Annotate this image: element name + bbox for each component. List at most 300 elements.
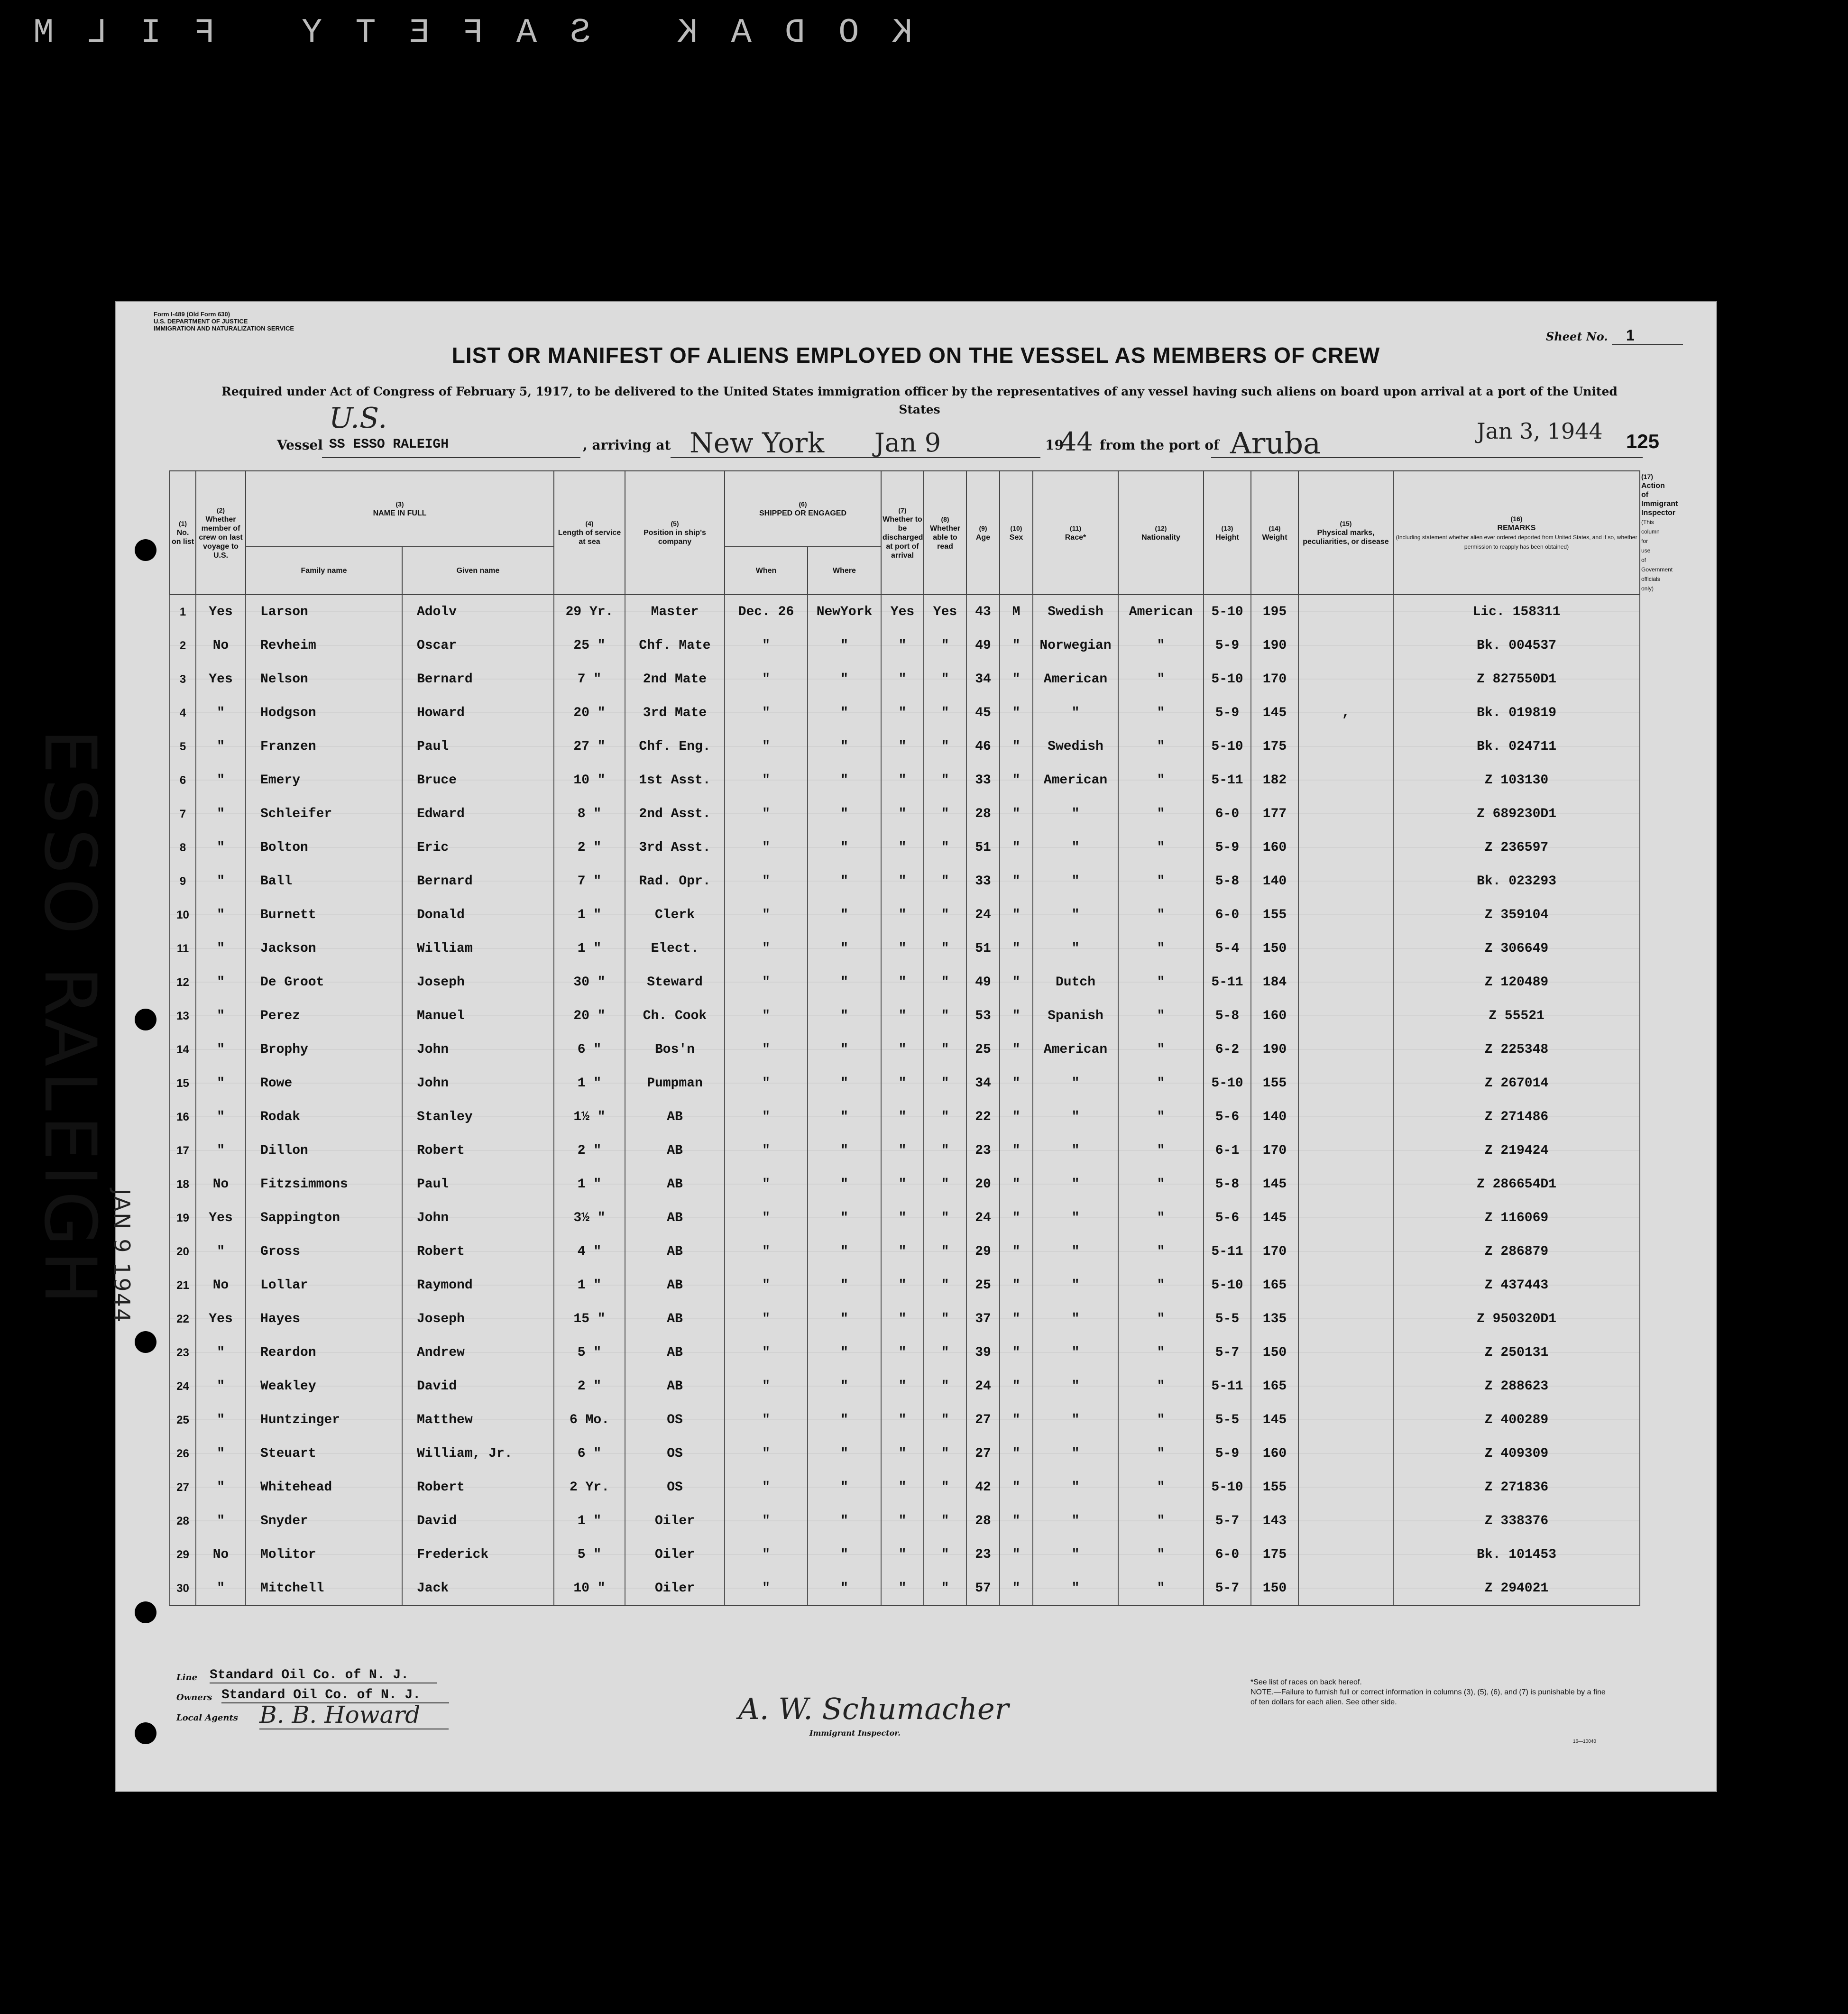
remarks-cell: Z 294021 [1393,1572,1640,1606]
length-of-service-cell: 2 " [554,1370,625,1403]
physical-marks-cell [1298,1100,1393,1134]
age-cell: 27 [966,1437,1000,1471]
row-number-cell: 5 [170,730,196,763]
length-of-service-cell: 5 " [554,1538,625,1572]
header-given-name: Given name [402,547,554,595]
given-name-cell: David [402,1370,554,1403]
crew-last-voyage-cell: " [196,1336,246,1370]
height-cell: 5-8 [1204,999,1251,1033]
shipped-where-cell: " [808,1403,881,1437]
family-name-cell: Mitchell [246,1572,402,1606]
given-name-cell: Howard [402,696,554,730]
race-cell: American [1033,1033,1118,1067]
remarks-cell: Z 116069 [1393,1201,1640,1235]
discharged-cell: " [881,1100,924,1134]
race-cell: " [1033,1538,1118,1572]
shipped-when-cell: Dec. 26 [725,595,808,629]
weight-cell: 155 [1251,1067,1298,1100]
remarks-cell: Bk. 024711 [1393,730,1640,763]
family-name-cell: Perez [246,999,402,1033]
row-number-cell: 11 [170,932,196,966]
discharged-cell: " [881,1269,924,1302]
position-cell: 3rd Mate [625,696,725,730]
shipped-when-cell: " [725,864,808,898]
header-height: (13) Height [1204,471,1251,595]
header-shipped-or-engaged: (6) SHIPPED OR ENGAGED [725,471,881,547]
family-name-cell: Dillon [246,1134,402,1168]
shipped-where-cell: " [808,1504,881,1538]
nationality-cell: " [1118,629,1204,662]
family-name-cell: Snyder [246,1504,402,1538]
able-to-read-cell: " [924,1269,966,1302]
able-to-read-cell: " [924,629,966,662]
sex-cell: " [1000,1033,1033,1067]
form-code-line: IMMIGRATION AND NATURALIZATION SERVICE [154,325,294,332]
nationality-cell: " [1118,1201,1204,1235]
age-cell: 22 [966,1100,1000,1134]
race-cell: " [1033,1134,1118,1168]
able-to-read-cell: " [924,763,966,797]
age-cell: 49 [966,629,1000,662]
able-to-read-cell: " [924,932,966,966]
crew-last-voyage-cell: " [196,831,246,864]
arriving-label: , arriving at [583,437,671,453]
table-row [170,696,1640,730]
table-row [170,595,1640,629]
form-code-line: U.S. DEPARTMENT OF JUSTICE [154,318,248,325]
nationality-cell: " [1118,1134,1204,1168]
table-row [170,831,1640,864]
nationality-cell: " [1118,1302,1204,1336]
film-edge-text: KODAK SAFETY FILM [0,13,913,52]
given-name-cell: Stanley [402,1100,554,1134]
weight-cell: 145 [1251,1403,1298,1437]
able-to-read-cell: " [924,1201,966,1235]
age-cell: 42 [966,1471,1000,1504]
physical-marks-cell [1298,864,1393,898]
shipped-when-cell: " [725,1235,808,1269]
nationality-cell: " [1118,831,1204,864]
crew-last-voyage-cell: " [196,999,246,1033]
remarks-cell: Z 120489 [1393,966,1640,999]
sex-cell: " [1000,662,1033,696]
given-name-cell: Andrew [402,1336,554,1370]
shipped-where-cell: " [808,1336,881,1370]
age-cell: 53 [966,999,1000,1033]
sex-cell: " [1000,1269,1033,1302]
shipped-when-cell: " [725,1134,808,1168]
height-cell: 5-9 [1204,629,1251,662]
family-name-cell: Larson [246,595,402,629]
row-number-cell: 10 [170,898,196,932]
age-cell: 51 [966,831,1000,864]
nationality-cell: " [1118,696,1204,730]
crew-last-voyage-cell: No [196,1538,246,1572]
header-sex: (10) Sex [1000,471,1033,595]
sheet-number-label: Sheet No. [1546,330,1608,343]
discharged-cell: " [881,1538,924,1572]
table-row [170,932,1640,966]
age-cell: 24 [966,1201,1000,1235]
punch-hole [135,1722,156,1744]
header-when: When [725,547,808,595]
nationality-cell: " [1118,662,1204,696]
table-row [170,1437,1640,1471]
page-number: 125 [1626,430,1659,452]
crew-last-voyage-cell: " [196,1100,246,1134]
length-of-service-cell: 2 Yr. [554,1471,625,1504]
remarks-cell: Z 437443 [1393,1269,1640,1302]
discharged-cell: " [881,696,924,730]
line-label: Line [176,1673,198,1683]
remarks-cell: Z 288623 [1393,1370,1640,1403]
crew-last-voyage-cell: " [196,730,246,763]
position-cell: AB [625,1269,725,1302]
nationality-cell: " [1118,864,1204,898]
table-row [170,999,1640,1033]
shipped-when-cell: " [725,730,808,763]
row-number-cell: 22 [170,1302,196,1336]
position-cell: Elect. [625,932,725,966]
shipped-where-cell: " [808,1100,881,1134]
weight-cell: 160 [1251,1437,1298,1471]
table-row [170,1067,1640,1100]
discharged-cell: " [881,662,924,696]
nationality-cell: " [1118,1572,1204,1606]
shipped-where-cell: " [808,763,881,797]
nationality-cell: " [1118,1403,1204,1437]
length-of-service-cell: 7 " [554,864,625,898]
able-to-read-cell: " [924,797,966,831]
crew-last-voyage-cell: " [196,1504,246,1538]
length-of-service-cell: 27 " [554,730,625,763]
sex-cell: " [1000,966,1033,999]
physical-marks-cell [1298,1538,1393,1572]
family-name-cell: Huntzinger [246,1403,402,1437]
shipped-where-cell: " [808,1201,881,1235]
shipped-where-cell: " [808,898,881,932]
remarks-cell: Z 267014 [1393,1067,1640,1100]
sex-cell: " [1000,1302,1033,1336]
shipped-where-cell: " [808,1033,881,1067]
position-cell: Ch. Cook [625,999,725,1033]
discharged-cell: " [881,831,924,864]
position-cell: AB [625,1134,725,1168]
row-number-cell: 13 [170,999,196,1033]
header-remarks: (16) REMARKS (Including statement whether alien ever ordered deported from United States, and if so, whether permission to reapply has been obtained) [1393,471,1640,595]
nationality-cell: " [1118,763,1204,797]
arriving-port: New York [690,427,825,459]
physical-marks-cell [1298,629,1393,662]
length-of-service-cell: 1 " [554,898,625,932]
remarks-cell: Z 271486 [1393,1100,1640,1134]
sex-cell: " [1000,696,1033,730]
able-to-read-cell: Yes [924,595,966,629]
table-row [170,629,1640,662]
length-of-service-cell: 2 " [554,1134,625,1168]
table-row [170,1471,1640,1504]
table-row [170,1336,1640,1370]
race-cell: " [1033,1403,1118,1437]
length-of-service-cell: 3½ " [554,1201,625,1235]
physical-marks-cell [1298,797,1393,831]
given-name-cell: Bruce [402,763,554,797]
header-weight: (14) Weight [1251,471,1298,595]
length-of-service-cell: 6 " [554,1437,625,1471]
length-of-service-cell: 1½ " [554,1100,625,1134]
age-cell: 39 [966,1336,1000,1370]
vessel-name: SS ESSO RALEIGH [329,437,449,452]
able-to-read-cell: " [924,1538,966,1572]
family-name-cell: Sappington [246,1201,402,1235]
position-cell: OS [625,1471,725,1504]
shipped-when-cell: " [725,1437,808,1471]
table-row [170,1302,1640,1336]
family-name-cell: Franzen [246,730,402,763]
table-row [170,966,1640,999]
age-cell: 24 [966,898,1000,932]
able-to-read-cell: " [924,1033,966,1067]
crew-last-voyage-cell: " [196,1134,246,1168]
race-cell: " [1033,797,1118,831]
length-of-service-cell: 29 Yr. [554,595,625,629]
weight-cell: 140 [1251,1100,1298,1134]
position-cell: Pumpman [625,1067,725,1100]
table-row [170,797,1640,831]
year-prefix: 19 [1045,437,1064,453]
weight-cell: 165 [1251,1370,1298,1403]
discharged-cell: " [881,730,924,763]
height-cell: 6-0 [1204,898,1251,932]
discharged-cell: " [881,966,924,999]
able-to-read-cell: " [924,898,966,932]
height-cell: 5-11 [1204,966,1251,999]
remarks-cell: Z 225348 [1393,1033,1640,1067]
race-cell: " [1033,1100,1118,1134]
age-cell: 28 [966,797,1000,831]
remarks-cell: Bk. 019819 [1393,696,1640,730]
race-cell: Norwegian [1033,629,1118,662]
physical-marks-cell [1298,1370,1393,1403]
sex-cell: " [1000,1336,1033,1370]
shipped-when-cell: " [725,629,808,662]
inspector-signature: A. W. Schumacher [738,1692,1009,1726]
physical-marks-cell [1298,1168,1393,1201]
position-cell: AB [625,1235,725,1269]
sex-cell: " [1000,1100,1033,1134]
length-of-service-cell: 6 Mo. [554,1403,625,1437]
height-cell: 5-6 [1204,1201,1251,1235]
height-cell: 5-8 [1204,864,1251,898]
weight-cell: 145 [1251,696,1298,730]
nationality-cell: " [1118,1168,1204,1201]
physical-marks-cell [1298,1336,1393,1370]
age-cell: 45 [966,696,1000,730]
shipped-when-cell: " [725,797,808,831]
weight-cell: 150 [1251,1336,1298,1370]
table-row [170,1201,1640,1235]
nationality-cell: " [1118,1538,1204,1572]
shipped-when-cell: " [725,696,808,730]
physical-marks-cell [1298,595,1393,629]
row-number-cell: 2 [170,629,196,662]
family-name-cell: Emery [246,763,402,797]
shipped-when-cell: " [725,1067,808,1100]
line-value: Standard Oil Co. of N. J. [210,1668,437,1683]
crew-last-voyage-cell: No [196,1168,246,1201]
position-cell: AB [625,1302,725,1336]
family-name-cell: Reardon [246,1336,402,1370]
year-suffix: 44 [1060,427,1093,457]
position-cell: Bos'n [625,1033,725,1067]
remarks-cell: Z 306649 [1393,932,1640,966]
shipped-where-cell: " [808,629,881,662]
height-cell: 5-8 [1204,1168,1251,1201]
family-name-cell: Nelson [246,662,402,696]
discharged-cell: " [881,999,924,1033]
position-cell: Clerk [625,898,725,932]
arrival-date: Jan 9 [874,428,941,458]
family-name-cell: Steuart [246,1437,402,1471]
remarks-cell: Z 55521 [1393,999,1640,1033]
height-cell: 6-0 [1204,797,1251,831]
remarks-cell: Z 286654D1 [1393,1168,1640,1201]
position-cell: Master [625,595,725,629]
header-name-in-full: (3) NAME IN FULL [246,471,554,547]
row-number-cell: 18 [170,1168,196,1201]
shipped-when-cell: " [725,1201,808,1235]
row-number-cell: 19 [170,1201,196,1235]
table-row [170,1403,1640,1437]
height-cell: 5-9 [1204,696,1251,730]
crew-last-voyage-cell: Yes [196,1201,246,1235]
age-cell: 49 [966,966,1000,999]
family-name-cell: Rowe [246,1067,402,1100]
discharged-cell: " [881,1437,924,1471]
from-port: Aruba [1230,426,1321,460]
discharged-cell: " [881,1067,924,1100]
page-title: LIST OR MANIFEST OF ALIENS EMPLOYED ON THE VESSEL AS MEMBERS OF CREW [451,343,1380,368]
sex-cell: " [1000,629,1033,662]
header-discharged: (7) Whether to be discharged at port of arrival [881,471,924,595]
position-cell: Oiler [625,1504,725,1538]
weight-cell: 195 [1251,595,1298,629]
physical-marks-cell [1298,763,1393,797]
nationality-cell: " [1118,966,1204,999]
height-cell: 5-10 [1204,1269,1251,1302]
able-to-read-cell: " [924,662,966,696]
physical-marks-cell [1298,932,1393,966]
shipped-when-cell: " [725,1302,808,1336]
height-cell: 5-7 [1204,1572,1251,1606]
position-cell: Chf. Eng. [625,730,725,763]
height-cell: 5-6 [1204,1100,1251,1134]
sex-cell: " [1000,730,1033,763]
remarks-cell: Z 950320D1 [1393,1302,1640,1336]
family-name-cell: De Groot [246,966,402,999]
age-cell: 23 [966,1134,1000,1168]
nationality-cell: " [1118,1235,1204,1269]
given-name-cell: Bernard [402,864,554,898]
crew-last-voyage-cell: No [196,1269,246,1302]
country-note: U.S. [329,402,387,435]
shipped-when-cell: " [725,932,808,966]
nationality-cell: " [1118,1504,1204,1538]
height-cell: 6-1 [1204,1134,1251,1168]
weight-cell: 182 [1251,763,1298,797]
length-of-service-cell: 1 " [554,1269,625,1302]
sex-cell: " [1000,1437,1033,1471]
crew-last-voyage-cell: " [196,1437,246,1471]
given-name-cell: Raymond [402,1269,554,1302]
header-race: (11) Race* [1033,471,1118,595]
age-cell: 29 [966,1235,1000,1269]
physical-marks-cell [1298,1572,1393,1606]
discharged-cell: " [881,1302,924,1336]
weight-cell: 160 [1251,999,1298,1033]
remarks-cell: Z 286879 [1393,1235,1640,1269]
length-of-service-cell: 1 " [554,1504,625,1538]
given-name-cell: Eric [402,831,554,864]
page-subtitle: Required under Act of Congress of February 5, 1917, to be delivered to the United States immigration officer by the representatives of any vessel having such aliens on board upon arrival at a port of the United States [221,385,1618,416]
shipped-where-cell: " [808,1235,881,1269]
able-to-read-cell: " [924,966,966,999]
row-number-cell: 28 [170,1504,196,1538]
weight-cell: 184 [1251,966,1298,999]
row-number-cell: 20 [170,1235,196,1269]
row-number-cell: 23 [170,1336,196,1370]
given-name-cell: Joseph [402,966,554,999]
table-row [170,730,1640,763]
crew-last-voyage-cell: " [196,1403,246,1437]
shipped-when-cell: " [725,1471,808,1504]
position-cell: AB [625,1168,725,1201]
shipped-when-cell: " [725,662,808,696]
position-cell: Rad. Opr. [625,864,725,898]
shipped-when-cell: " [725,1100,808,1134]
remarks-cell: Z 409309 [1393,1437,1640,1471]
position-cell: Steward [625,966,725,999]
sex-cell: M [1000,595,1033,629]
family-name-cell: Gross [246,1235,402,1269]
from-label: from the port of [1100,437,1220,453]
shipped-when-cell: " [725,1370,808,1403]
shipped-where-cell: " [808,1168,881,1201]
physical-marks-cell [1298,1201,1393,1235]
row-number-cell: 4 [170,696,196,730]
given-name-cell: Edward [402,797,554,831]
form-code [154,311,294,332]
race-cell: " [1033,831,1118,864]
table-row [170,662,1640,696]
length-of-service-cell: 2 " [554,831,625,864]
owners-label: Owners [176,1692,212,1702]
physical-marks-cell [1298,898,1393,932]
race-cell: " [1033,1572,1118,1606]
race-cell: American [1033,763,1118,797]
able-to-read-cell: " [924,1471,966,1504]
row-number-cell: 17 [170,1134,196,1168]
age-cell: 20 [966,1168,1000,1201]
physical-marks-cell [1298,1235,1393,1269]
age-cell: 46 [966,730,1000,763]
shipped-when-cell: " [725,898,808,932]
crew-last-voyage-cell: " [196,1471,246,1504]
table-row [170,763,1640,797]
given-name-cell: William [402,932,554,966]
discharged-cell: " [881,763,924,797]
physical-marks-cell [1298,1269,1393,1302]
